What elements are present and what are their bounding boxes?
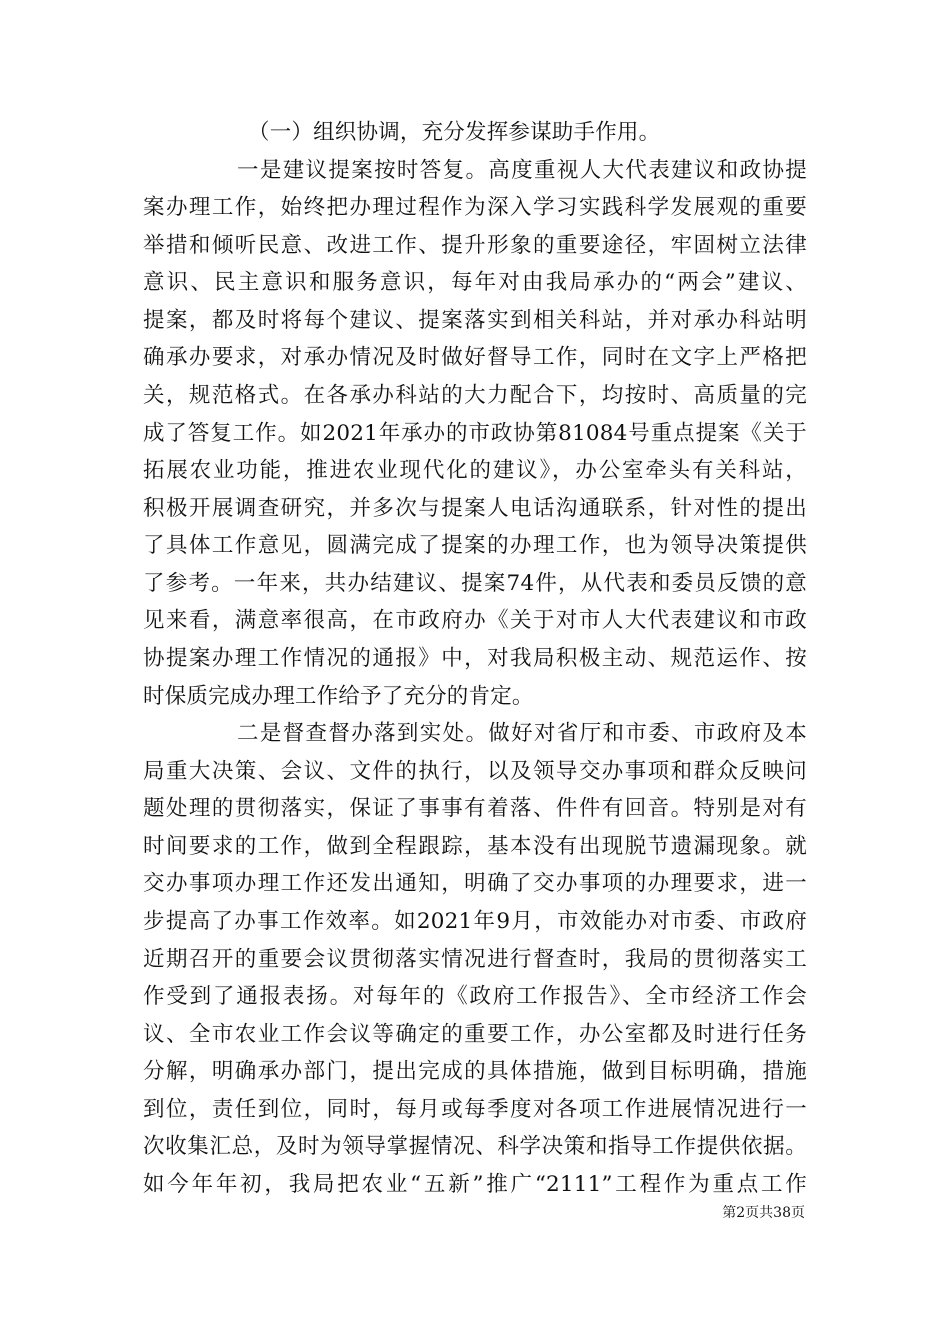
paragraph-line: 见来看，满意率很高，在市政府办《关于对市人大代表建议和市政 — [143, 608, 807, 633]
paragraph-line: 题处理的贯彻落实，保证了事事有着落、件件有回音。特别是对有 — [143, 796, 807, 821]
paragraph-line: 到位，责任到位，同时，每月或每季度对各项工作进展情况进行一 — [143, 1097, 807, 1122]
paragraph-line: 关，规范格式。在各承办科站的大力配合下，均按时、高质量的完 — [143, 383, 807, 408]
paragraph-line: 协提案办理工作情况的通报》中，对我局积极主动、规范运作、按 — [143, 646, 807, 671]
paragraph-line: 次收集汇总，及时为领导掌握情况、科学决策和指导工作提供依据。 — [143, 1134, 807, 1159]
paragraph-line: 了具体工作意见，圆满完成了提案的办理工作，也为领导决策提供 — [143, 533, 807, 558]
paragraph-line: 提案，都及时将每个建议、提案落实到相关科站，并对承办科站明 — [143, 308, 807, 333]
section-heading: （一）组织协调，充分发挥参谋助手作用。 — [248, 120, 661, 145]
paragraph-line: 成了答复工作。如2021年承办的市政协第81084号重点提案《关于 — [143, 421, 807, 446]
paragraph-line: 二是督查督办落到实处。做好对省厅和市委、市政府及本 — [237, 721, 807, 746]
paragraph-line: 近期召开的重要会议贯彻落实情况进行督查时，我局的贯彻落实工 — [143, 947, 807, 972]
paragraph-line: 拓展农业功能，推进农业现代化的建议》，办公室牵头有关科站， — [143, 458, 807, 483]
paragraph-line: 如今年年初，我局把农业“五新”推广“2111”工程作为重点工作 — [143, 1172, 807, 1197]
paragraph-line: 时间要求的工作，做到全程跟踪，基本没有出现脱节遗漏现象。就 — [143, 834, 807, 859]
paragraph-line: 一是建议提案按时答复。高度重视人大代表建议和政协提 — [237, 158, 807, 183]
paragraph-line: 分解，明确承办部门，提出完成的具体措施，做到目标明确，措施 — [143, 1059, 807, 1084]
paragraph-line: 作受到了通报表扬。对每年的《政府工作报告》、全市经济工作会 — [143, 984, 807, 1009]
paragraph-line: 举措和倾听民意、改进工作、提升形象的重要途径，牢固树立法律 — [143, 233, 807, 258]
paragraph-line: 意识、民主意识和服务意识，每年对由我局承办的“两会”建议、 — [143, 270, 807, 295]
paragraph-line: 步提高了办事工作效率。如2021年9月，市效能办对市委、市政府 — [143, 909, 807, 934]
paragraph-line: 议、全市农业工作会议等确定的重要工作，办公室都及时进行任务 — [143, 1022, 807, 1047]
paragraph-line: 局重大决策、会议、文件的执行，以及领导交办事项和群众反映问 — [143, 759, 807, 784]
paragraph-line: 了参考。一年来，共办结建议、提案74件，从代表和委员反馈的意 — [143, 571, 807, 596]
paragraph-line: 时保质完成办理工作给予了充分的肯定。 — [143, 684, 534, 709]
paragraph-line: 确承办要求，对承办情况及时做好督导工作，同时在文字上严格把 — [143, 345, 807, 370]
paragraph-line: 案办理工作，始终把办理过程作为深入学习实践科学发展观的重要 — [143, 195, 807, 220]
paragraph-line: 积极开展调查研究，并多次与提案人电话沟通联系，针对性的提出 — [143, 496, 807, 521]
page-number-footer: 第2页共38页 — [722, 1205, 805, 1221]
paragraph-line: 交办事项办理工作还发出通知，明确了交办事项的办理要求，进一 — [143, 871, 807, 896]
